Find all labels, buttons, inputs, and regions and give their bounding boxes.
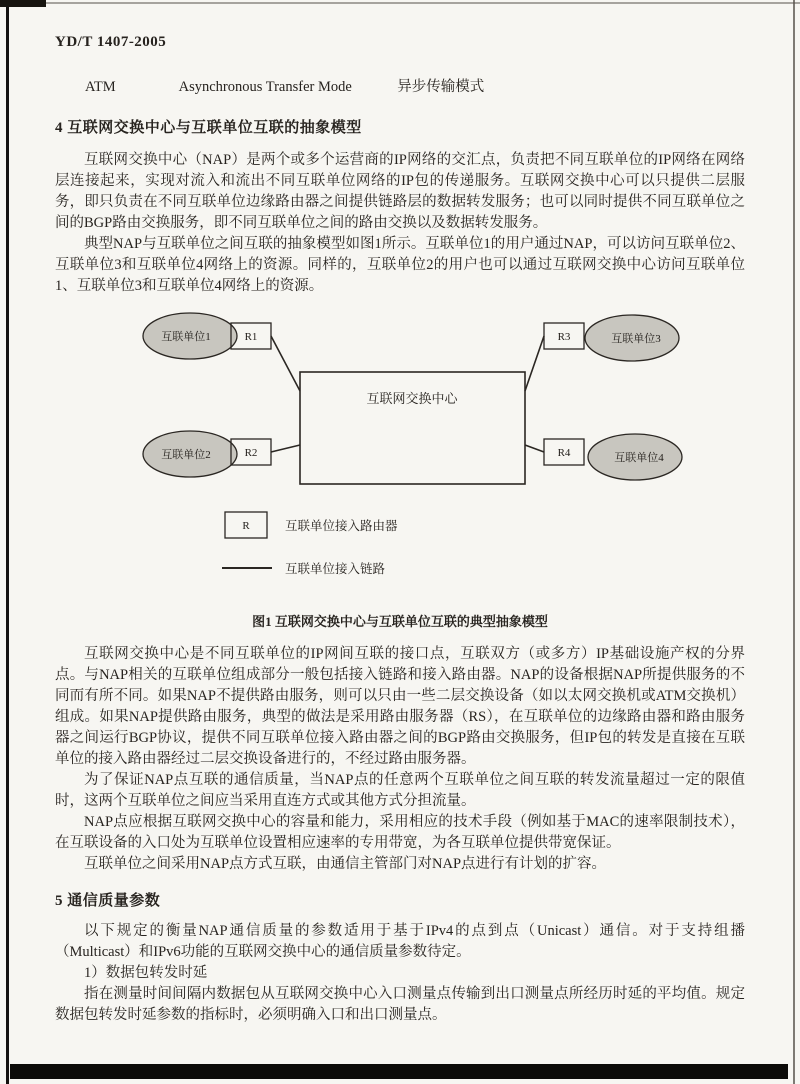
unit-4-label: 互联单位4 — [614, 452, 664, 464]
legend-router-label: 互联单位接入路由器 — [285, 519, 398, 533]
access-link-line-4 — [525, 445, 544, 452]
unit-3-label: 互联单位3 — [611, 333, 661, 345]
section-5-item-1-body: 指在测量时间间隔内数据包从互联网交换中心入口测量点传输到出口测量点所经历时延的平均值。规定数据包转发时延参数的指标时，必须明确入口和出口测量点。 — [55, 986, 745, 1023]
scan-bottom-bar — [10, 1064, 788, 1079]
figure-1-diagram — [55, 307, 755, 607]
router-r4-label: R4 — [557, 447, 571, 459]
section-4-para-6: 互联单位之间采用NAP点方式互联，由通信主管部门对NAP点进行有计划的扩容。 — [84, 856, 607, 872]
exchange-center-box — [300, 372, 525, 484]
abbr-term: ATM — [85, 79, 116, 95]
section-4-para-5: NAP点应根据互联网交换中心的容量和能力，采用相应的技术手段（例如基于MAC的速率限制技术），在互联设备的入口处为互联单位设置相应速率的专用带宽，为各互联单位提供带宽保证。 — [55, 814, 745, 851]
section-5-heading: 5 通信质量参数 — [55, 893, 161, 909]
unit-1-label: 互联单位1 — [161, 331, 211, 343]
router-r2-label: R2 — [244, 447, 258, 459]
exchange-center-label: 互联网交换中心 — [366, 391, 458, 406]
abbr-chinese: 异步传输模式 — [397, 79, 485, 95]
access-link-line-2 — [271, 445, 300, 452]
section-5-para-1: 以下规定的衡量NAP通信质量的参数适用于基于IPv4的点到点（Unicast）通信。对于支持组播（Multicast）和IPv6功能的互联网交换中心的通信质量参数待定。 — [55, 923, 745, 960]
section-5-item-1-title: 1）数据包转发时延 — [84, 965, 208, 981]
section-4-para-4: 为了保证NAP点互联的通信质量，当NAP点的任意两个互联单位之间互联的转发流量超过一定的限值时，这两个互联单位之间应当采用直连方式或其他方式分担流量。 — [55, 772, 745, 809]
section-4-heading: 4 互联网交换中心与互联单位互联的抽象模型 — [55, 120, 362, 136]
figure-1 — [55, 307, 745, 630]
section-4-para-2: 典型NAP与互联单位之间互联的抽象模型如图1所示。互联单位1的用户通过NAP，可以访问互联单位2、互联单位3和互联单位4网络上的资源。同样的，互联单位2的用户也可以通过互联网交换中心访问互联单位1、互联单位3和互联单位4网络上的资源。 — [55, 236, 745, 294]
abbreviation-row — [55, 75, 745, 96]
access-link-line-3 — [525, 336, 544, 391]
doc-number: YD/T 1407-2005 — [55, 34, 167, 50]
legend-router-symbol: R — [242, 520, 250, 532]
unit-2-label: 互联单位2 — [161, 449, 211, 461]
section-4-para-1: 互联网交换中心（NAP）是两个或多个运营商的IP网络的交汇点，负责把不同互联单位的IP网络在网络层连接起来，实现对流入和流出不同互联单位网络的IP包的传递服务。互联网交换中心可以只提供二层服务，即只负责在不同互联单位边缘路由器之间提供链路层的数据转发服务；也可以同时提供不同互联单位之间的BGP路由交换服务，即不同互联单位之间的路由交换以及数据转发服务。 — [55, 152, 745, 231]
access-link-line-1 — [271, 336, 300, 391]
abbr-full: Asynchronous Transfer Mode — [178, 79, 352, 95]
section-4-para-3: 互联网交换中心是不同互联单位的IP网间互联的接口点，互联双方（或多方）IP基础设施产权的分界点。与NAP相关的互联单位组成部分一般包括接入链路和接入路由器。NAP的设备根据NAP所提供服务的不同而有所不同。如果NAP不提供路由服务，则可以只由一些二层交换设备（如以太网交换机或ATM交换机）组成。如果NAP提供路由服务，典型的做法是采用路由服务器（RS），在互联单位的边缘路由器和路由服务器之间运行BGP协议，提供不同互联单位接入路由器之间的BGP路由交换服务，但IP包的转发是直接在互联单位的接入路由器经过二层交换设备进行的，不经过路由服务器。 — [55, 646, 745, 767]
legend-link-label: 互联单位接入链路 — [285, 562, 386, 576]
figure-1-caption: 图1 互联网交换中心与互联单位互联的典型抽象模型 — [252, 614, 548, 629]
router-r1-label: R1 — [244, 331, 258, 343]
router-r3-label: R3 — [557, 331, 571, 343]
